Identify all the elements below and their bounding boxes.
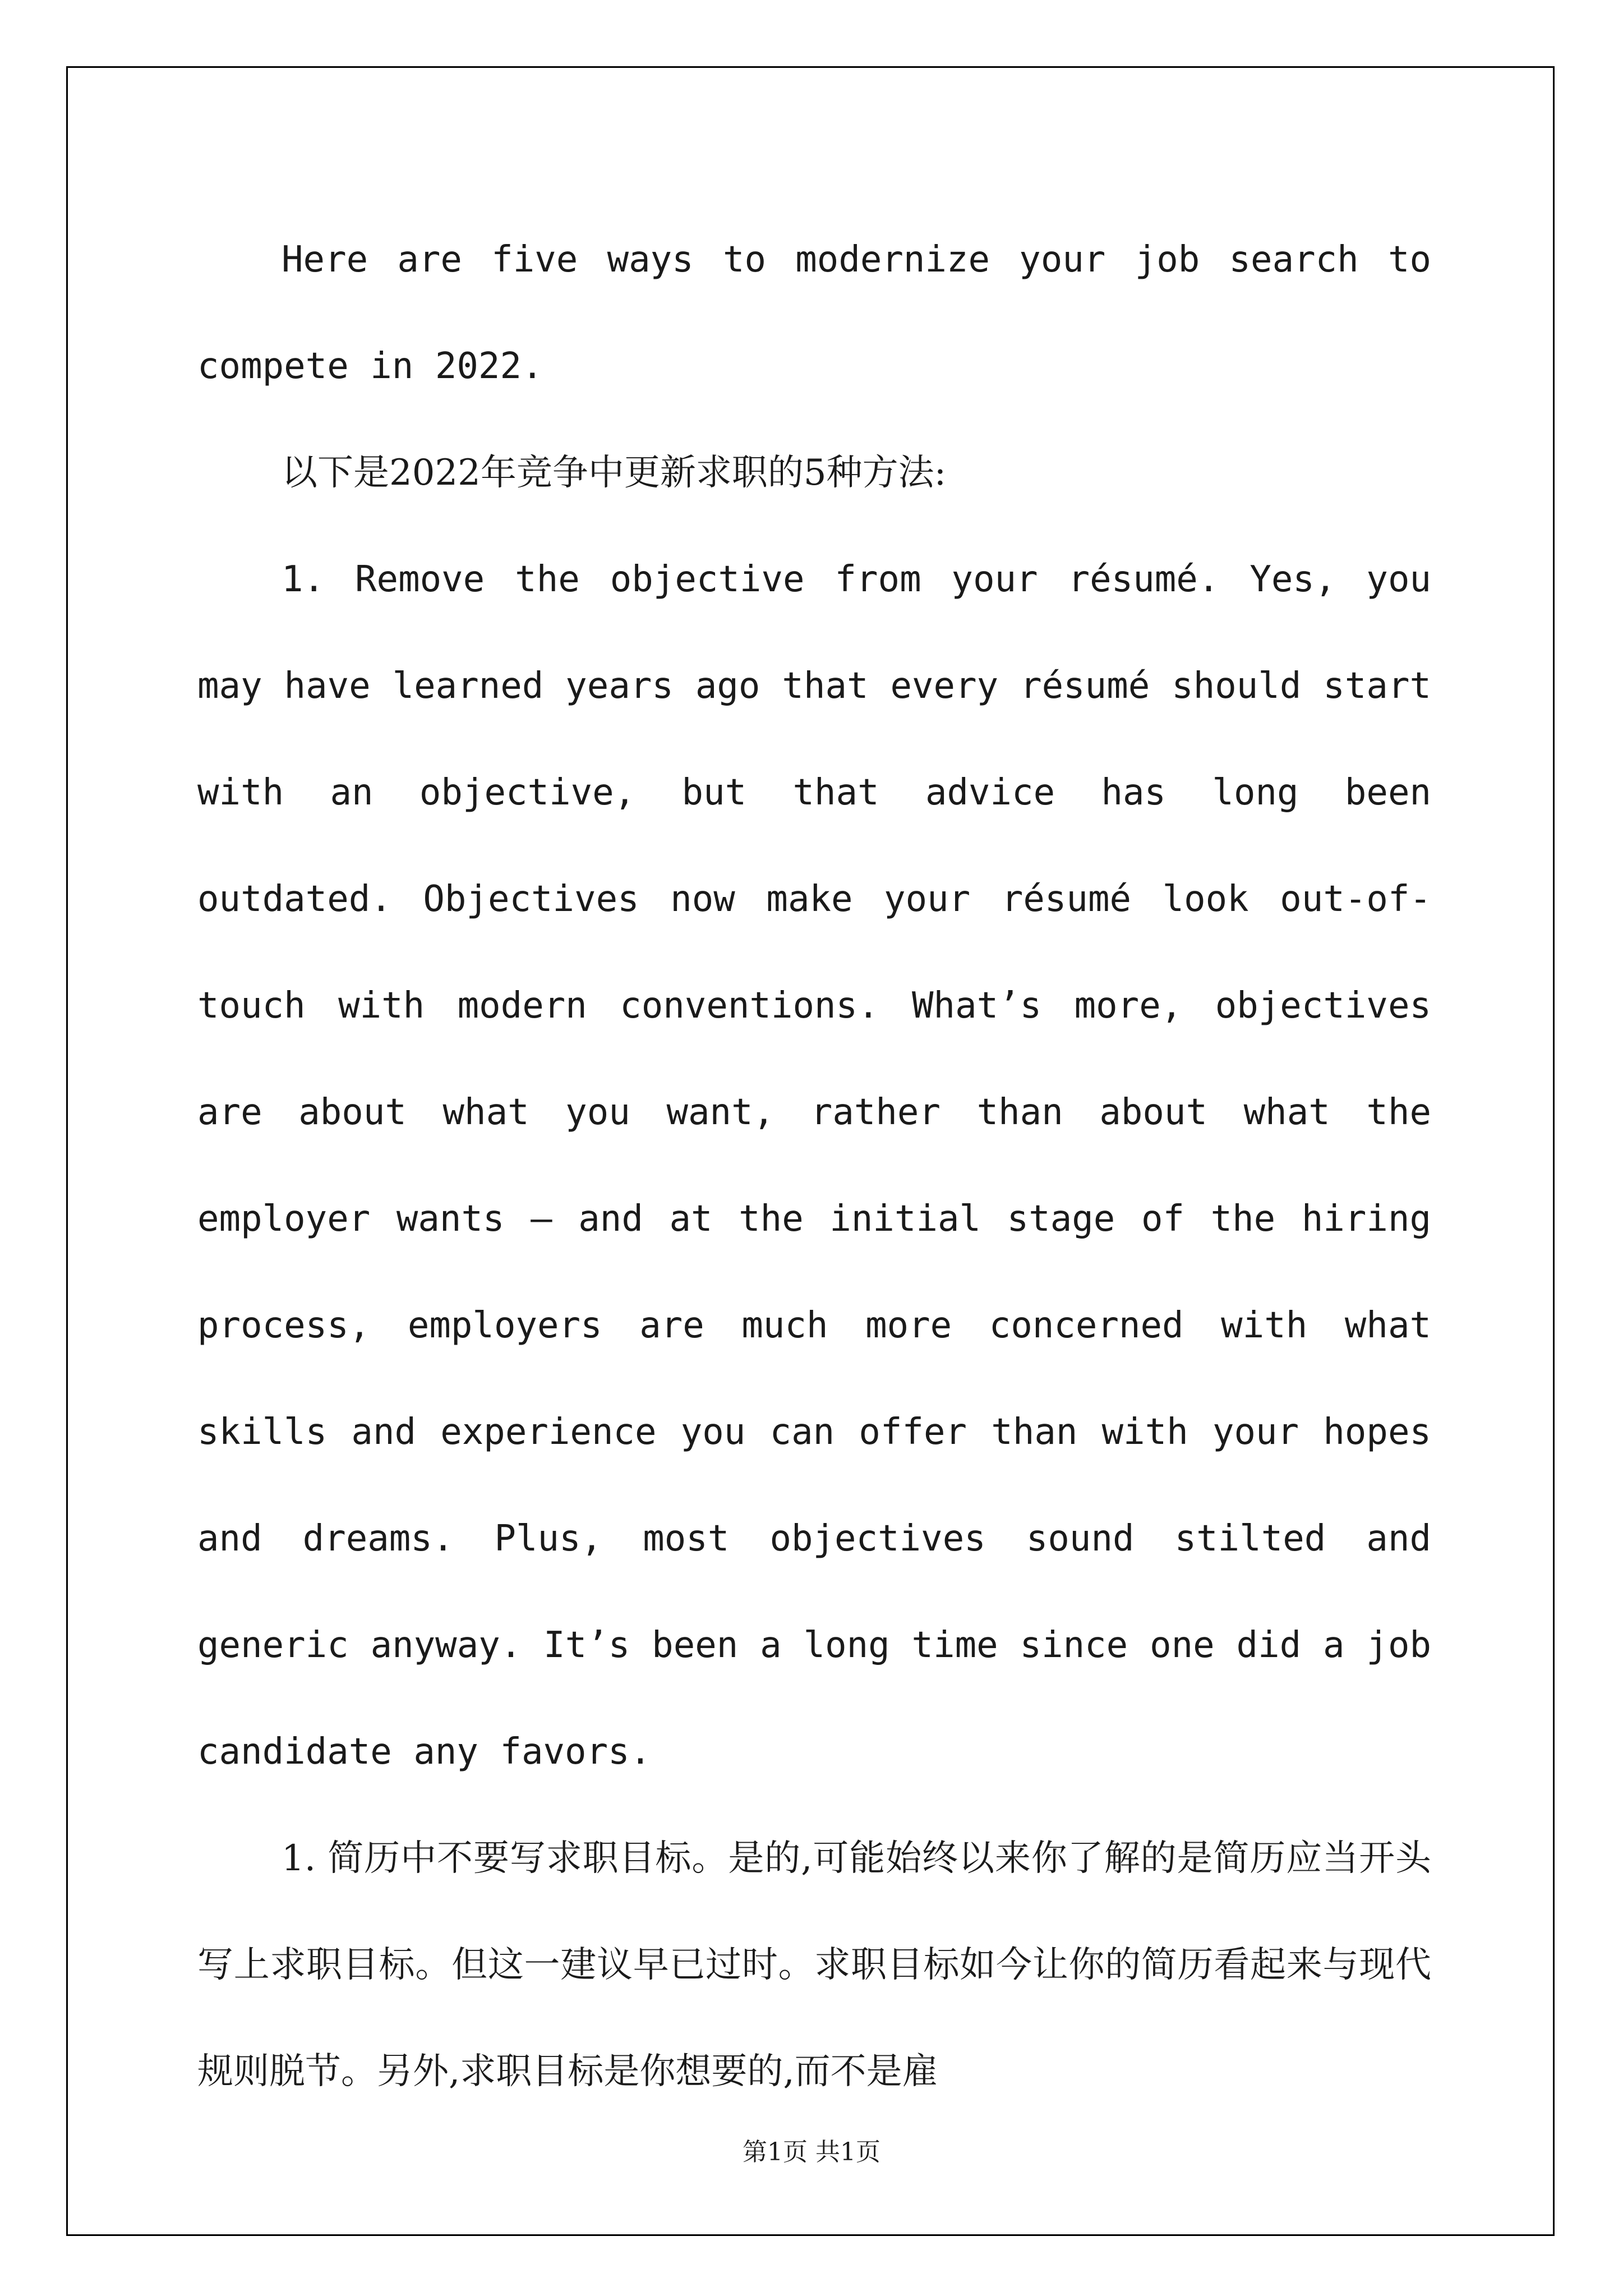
paragraph-intro-en: Here are five ways to modernize your job search to compete in 2022. [197, 239, 1431, 387]
paragraph-point1-cn: 1. 简历中不要写求职目标。是的,可能始终以来你了解的是简历应当开头写上求职目标。但这一建议早已过时。求职目标如今让你的简历看起来与现代规则脱节。另外,求职目标是你想要的,而不是雇 [197, 1838, 1431, 2092]
page-footer: 第1页 共1页 [743, 2138, 880, 2166]
document-body [197, 206, 1431, 2125]
paragraph-intro-cn: 以下是2022年竞争中更新求职的5种方法: [282, 452, 947, 494]
paragraph-point1-en: 1. Remove the objective from your résumé. Yes, you may have learned years ago that every résumé should start with an objective, but that advice has long been outdated. Objectives now make your résumé look out-of-touch with modern conventions. What’s more, objectives are about what you want, rather than about what the employer wants – and at the initial stage of the hiring process, employers are much more concerned with what skills and experience you can offer than with your hopes and dreams. Plus, most objectives sound stilted and generic anyway. It’s been a long time since one did a job candidate any favors. [197, 559, 1431, 1773]
